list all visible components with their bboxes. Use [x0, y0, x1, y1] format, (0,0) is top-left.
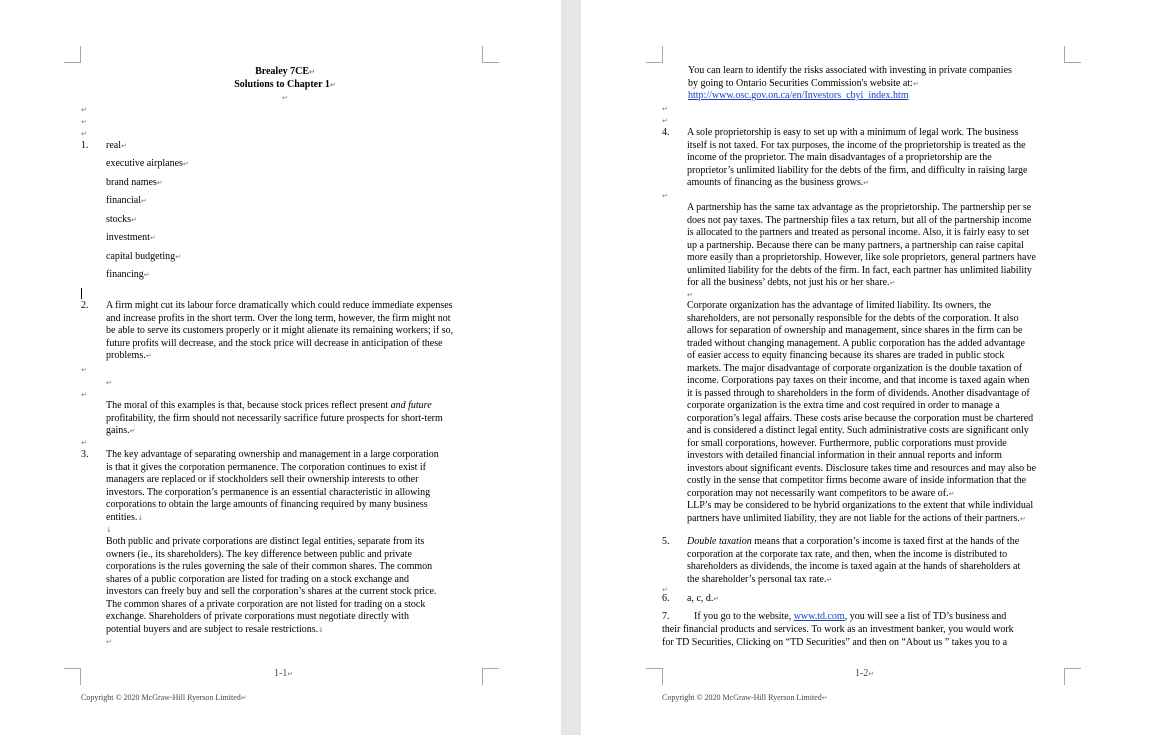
- text-line: managers are replaced or if stockholders sell their ownership interests to other: [106, 474, 419, 485]
- paragraph-mark: ↵: [81, 118, 87, 126]
- text-line: The moral of this examples is that, because stock prices reflect present and future: [106, 400, 432, 411]
- text-line: investors can freely buy and sell the corporation’s shares at the current stock price.: [106, 586, 437, 597]
- text-line: investors. The corporation’s permanence is an essential characteristic in allowing: [106, 486, 431, 498]
- question-number: 6.: [662, 593, 670, 604]
- text-line: corporation’s legal affairs. These costs arise because the corporation must be chartered: [687, 412, 1034, 424]
- crop-mark-top-left: [64, 46, 81, 63]
- list-item: executive airplanes↵: [106, 158, 189, 169]
- list-item: stocks↵: [106, 214, 137, 225]
- text-line: problems.↵: [106, 350, 152, 361]
- text-line: The common shares of a private corporation are not listed for trading on a stock: [106, 598, 426, 610]
- crop-mark-bottom-right: [482, 668, 499, 685]
- text-line: for small corporations, however. Furthermore, public corporations must provide: [687, 437, 1007, 449]
- text-line: shareholders, are not personally responsible for the debts of the corporation. It also: [687, 312, 1019, 324]
- paragraph-mark: ↵: [106, 638, 112, 646]
- document-page-2[interactable]: [581, 0, 1149, 735]
- text-line: and increase profits in the short term. Over the long term, however, the firm might not: [106, 312, 451, 324]
- text-line: If you go to the website, www.td.com, you will see a list of TD’s business and: [694, 611, 1007, 622]
- paragraph-mark: ↵: [662, 586, 668, 594]
- text-cursor: [81, 288, 82, 299]
- text-line: their financial products and services. To work as an investment banker, you would work: [662, 624, 1014, 635]
- text-line: is that it gives the corporation permanence. The corporation continues to exist if: [106, 461, 426, 473]
- paragraph-mark: ↵: [282, 94, 288, 102]
- text-line: and is considered a distinct legal entity. Such administrative costs are significant only: [687, 425, 1029, 436]
- text-line: A firm might cut its labour force dramatically which could reduce immediate expenses: [106, 300, 453, 311]
- page-number: 1-2↵: [855, 668, 875, 679]
- text-line: it is passed through to shareholders in the form of dividends. Another disadvantage of: [687, 387, 1030, 399]
- crop-mark-bottom-left: [646, 668, 663, 685]
- crop-mark-bottom-right: [1064, 668, 1081, 685]
- document-title: Brealey 7CE↵: [255, 66, 315, 77]
- text-line: partners have unlimited liability, they are not liable for the actions of their partners.↵: [687, 512, 1026, 524]
- text-line: is allocated to the partners and treated as personal income. Also, it is fairly easy to set: [687, 227, 1030, 238]
- text-line: Double taxation means that a corporation’s income is taxed first at the hands of the: [687, 536, 1020, 547]
- copyright-footer: Copyright © 2020 McGraw-Hill Ryerson Limited↵: [662, 693, 828, 702]
- text-line: owners (ie., its shareholders). The key difference between public and private: [106, 548, 412, 560]
- paragraph-mark: ↵: [81, 106, 87, 114]
- text-line: Corporate organization has the advantage of limited liability. Its owners, the: [687, 300, 992, 311]
- question-number: 3.: [81, 449, 89, 460]
- paragraph-mark: ↵: [662, 117, 668, 125]
- text-line: shareholders as dividends, the income is taxed again at the hands of shareholders at: [687, 561, 1021, 572]
- question-number: 5.: [662, 536, 670, 547]
- osc-website-link[interactable]: http://www.osc.gov.on.ca/en/Investors_cbyi_index.htm: [688, 90, 909, 101]
- text-line: more easily than a proprietorship. However, like sole proprietors, general partners have: [687, 252, 1036, 263]
- text-line: for TD Securities, Clicking on “TD Securities” and then on “About us ” takes you to a: [662, 636, 1008, 648]
- text-line: The key advantage of separating ownership and management in a large corporation: [106, 449, 439, 460]
- text-line: shares of a public corporation are listed for trading on a stock exchange and: [106, 573, 409, 585]
- text-line: amounts of financing as the business grows.↵: [687, 177, 870, 188]
- text-line: corporate organization is the extra time and cost required in order to manage a: [687, 400, 1000, 411]
- text-line: income. Corporations pay taxes on their income, and that income is taxed again when: [687, 375, 1030, 386]
- text-line: gains.↵: [106, 425, 136, 436]
- text-line: future profits will decrease, and the stock price will decrease in anticipation of these: [106, 337, 443, 349]
- page-number: 1-1↵: [274, 668, 294, 679]
- list-item: investment↵: [106, 232, 156, 243]
- text-line: profitability, the firm should not necessarily sacrifice future prospects for short-term: [106, 412, 443, 424]
- list-item: financial↵: [106, 195, 147, 206]
- crop-mark-bottom-left: [64, 668, 81, 685]
- text-line: the shareholder’s personal tax rate.↵: [687, 573, 833, 585]
- text-line: corporation may not necessarily want competitors to be aware of.↵: [687, 487, 955, 499]
- paragraph-mark: ↵: [687, 291, 693, 299]
- question-number: 4.: [662, 127, 670, 138]
- text-line: corporations to obtain the large amounts of financing required by many business: [106, 499, 428, 510]
- text-line: investors with detailed financial information in their annual reports and inform: [687, 450, 1002, 461]
- text-line: unlimited liability for the debts of the firm. In fact, each partner has unlimited liability: [687, 264, 1032, 276]
- text-line: A partnership has the same tax advantage as the proprietorship. The partnership per se: [687, 202, 1032, 213]
- crop-mark-top-right: [482, 46, 499, 63]
- td-website-link[interactable]: www.td.com: [793, 611, 845, 622]
- text-line: be able to serve its customers properly or it might alienate its remaining workers; if so,: [106, 325, 454, 336]
- text-line: by going to Ontario Securities Commission's website at:↵: [688, 77, 919, 89]
- text-line: Both public and private corporations are distinct legal entities, separate from its: [106, 536, 425, 547]
- list-item: real↵: [106, 140, 127, 151]
- paragraph-mark: ↵: [106, 379, 112, 387]
- paragraph-mark: ↵: [662, 192, 668, 200]
- text-line: A sole proprietorship is easy to set up with a minimum of legal work. The business: [687, 127, 1019, 138]
- text-line: costly in the sense that competitor firms become aware of inside information that the: [687, 475, 1027, 486]
- list-item: capital budgeting↵: [106, 251, 182, 262]
- document-page-1[interactable]: [0, 0, 561, 735]
- line-break-mark: ↓: [106, 526, 112, 534]
- text-line: You can learn to identify the risks associated with investing in private companies: [688, 65, 1012, 76]
- text-line: does not pay taxes. The partnership files a tax return, but all of the partnership income: [687, 214, 1032, 226]
- text-line: investors about significant events. Disclosure takes time and resources and may also be: [687, 462, 1037, 474]
- text-line: allows for separation of ownership and management, since shares in the firm can be: [687, 325, 1023, 336]
- paragraph-mark: ↵: [81, 391, 87, 399]
- text-line: of easier access to equity financing because its shares are traded in public stock: [687, 350, 1005, 361]
- text-line: exchange. Shareholders of private corporations must negotiate directly with: [106, 611, 409, 622]
- question-number: 1.: [81, 140, 89, 151]
- text-line: up a partnership. Because there can be many partners, a partnership can raise capital: [687, 239, 1024, 251]
- paragraph-mark: ↵: [81, 366, 87, 374]
- copyright-footer: Copyright © 2020 McGraw-Hill Ryerson Limited↵: [81, 693, 247, 702]
- paragraph-mark: ↵: [81, 130, 87, 138]
- crop-mark-top-right: [1064, 46, 1081, 63]
- text-line: corporations is the rules governing the sale of their common shares. The common: [106, 561, 433, 572]
- text-line: corporation at the corporate tax rate, and then, when the income is distributed to: [687, 548, 1008, 560]
- paragraph-mark: ↵: [81, 439, 87, 447]
- text-line: potential buyers and are subject to resale restrictions.↓: [106, 623, 325, 635]
- text-line: itself is not taxed. For tax purposes, the income of the proprietorship is treated as the: [687, 139, 1026, 151]
- crop-mark-top-left: [646, 46, 663, 63]
- question-number: 7.: [662, 611, 670, 622]
- text-line: markets. The major disadvantage of corporate organization is the double taxation of: [687, 362, 1023, 374]
- text-line: income of the proprietor. The main disadvantages of a proprietorship are the: [687, 152, 992, 163]
- text-line: for all the business’ debts, not just his or her share.↵: [687, 277, 896, 288]
- list-item: financing↵: [106, 269, 150, 280]
- text-line: entities.↓: [106, 511, 144, 523]
- document-subtitle: Solutions to Chapter 1↵: [234, 79, 336, 90]
- list-item: brand names↵: [106, 177, 163, 188]
- answer-text: a, c, d.↵: [687, 593, 720, 604]
- question-number: 2.: [81, 300, 89, 311]
- paragraph-mark: ↵: [662, 105, 668, 113]
- text-line: proprietor’s unlimited liability for the debts of the firm, and difficulty in raising large: [687, 164, 1028, 176]
- text-line: LLP’s may be considered to be hybrid organizations to the extent that while individual: [687, 500, 1034, 511]
- text-line: traded without changing management. A public corporation has the added advantage: [687, 337, 1025, 349]
